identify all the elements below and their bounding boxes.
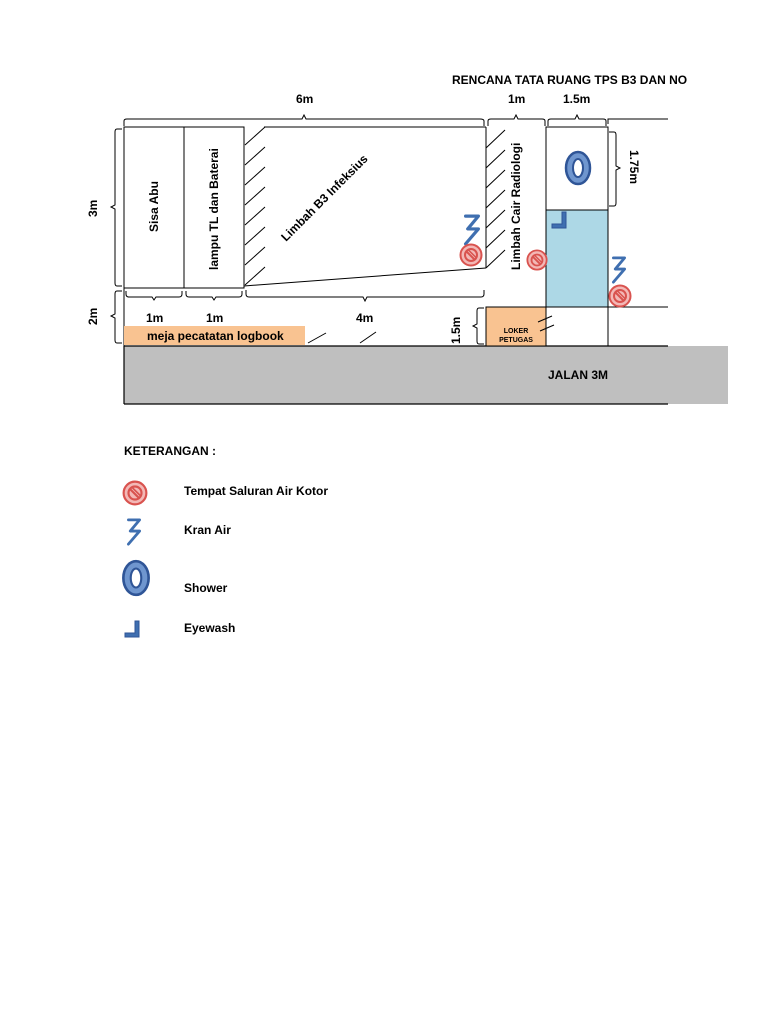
dim-bottom-1m-b [186, 291, 242, 300]
legend-label: Shower [184, 581, 228, 595]
room-lampu-label: lampu TL dan Baterai [207, 148, 221, 270]
shower-icon [566, 152, 590, 184]
dim-side-1-5m-label: 1.5m [449, 316, 463, 344]
legend [120, 440, 520, 650]
dim-top-right-extension [608, 119, 668, 124]
dim-top-6m [124, 115, 484, 126]
dim-left-2m-label: 2m [86, 307, 100, 325]
dim-left-3m-label: 3m [86, 199, 100, 217]
shower-icon [120, 558, 154, 598]
room-radiologi-label: Limbah Cair Radiologi [509, 142, 523, 270]
legend-label: Eyewash [184, 621, 236, 635]
dim-bottom-1m-b-label: 1m [206, 311, 224, 325]
faucet-icon [120, 516, 152, 548]
road-area [124, 346, 728, 404]
dim-bottom-4m [246, 290, 484, 301]
loker-label-1: LOKER [503, 328, 529, 335]
faucet-icon [613, 258, 624, 282]
plan-title: RENCANA TATA RUANG TPS B3 DAN NO [452, 73, 688, 87]
meja-logbook-label: meja pecatatan logbook [147, 329, 284, 343]
legend-label: Tempat Saluran Air Kotor [184, 484, 329, 498]
dim-top-1-5m-label: 1.5m [563, 92, 591, 106]
legend-label: Kran Air [184, 523, 231, 537]
dim-top-1m [488, 115, 545, 126]
hatch-infeksius-left [245, 127, 265, 285]
eyewash-icon [120, 614, 152, 646]
dim-left-3m [111, 129, 122, 286]
drain-icon [610, 286, 631, 307]
dim-top-1m-label: 1m [508, 92, 526, 106]
legend-item-drain [120, 478, 520, 510]
legend-item-faucet [120, 516, 520, 548]
hatch-corridor [308, 332, 376, 343]
drain-icon [120, 478, 152, 510]
dim-top-1-5m [548, 115, 606, 126]
legend-item-shower [120, 558, 520, 598]
room-sisa-abu-label: Sisa Abu [147, 181, 161, 232]
dim-bottom-4m-label: 4m [356, 311, 374, 325]
drain-icon [461, 245, 482, 266]
hatch-infeksius-right [486, 130, 505, 268]
dim-bottom-1m-a [126, 291, 182, 300]
dim-side-1-5m [473, 308, 484, 344]
room-infeksius-label: Limbah B3 Infeksius [278, 151, 371, 245]
legend-title: KETERANGAN : [124, 444, 216, 458]
wall-infeksius-sloped [244, 268, 486, 286]
dim-right-1-75m-label: 1.75m [627, 150, 641, 185]
road-label: JALAN 3M [548, 368, 609, 382]
dim-left-2m [111, 291, 122, 343]
dim-top-6m-label: 6m [296, 92, 314, 106]
floor-plan [0, 0, 768, 430]
dim-bottom-1m-a-label: 1m [146, 311, 164, 325]
faucet-icon [466, 216, 479, 244]
drain-icon [527, 250, 546, 269]
loker-label-2: PETUGAS [499, 337, 533, 344]
dim-right-1-75m [609, 132, 620, 206]
legend-item-eyewash [120, 614, 520, 646]
